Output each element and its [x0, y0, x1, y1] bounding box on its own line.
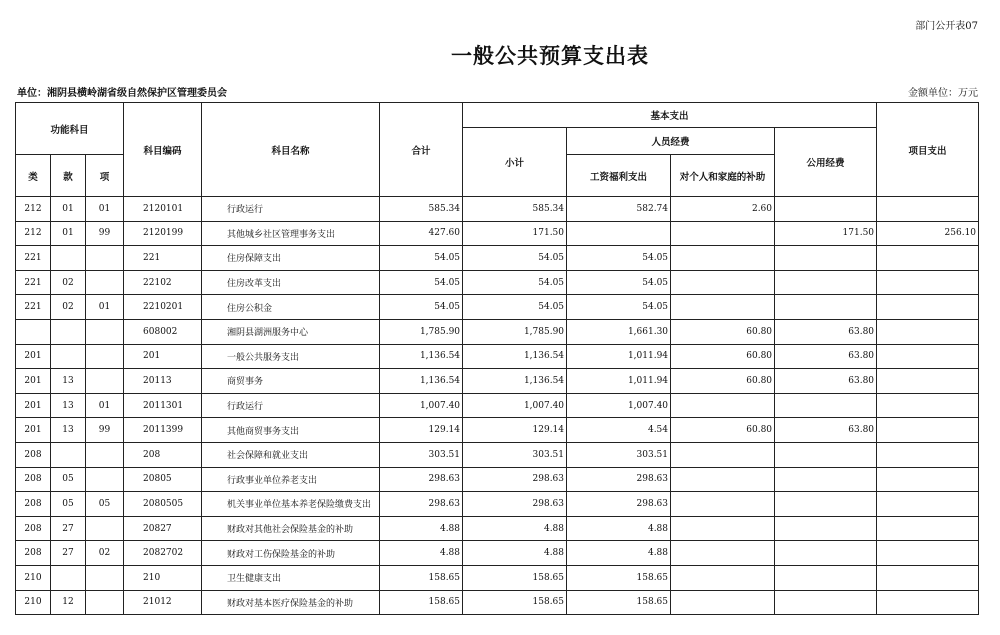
cell-project — [877, 344, 979, 369]
cell-total: 1,136.54 — [380, 344, 463, 369]
cell-wage: 303.51 — [567, 442, 671, 467]
cell-kuan — [51, 442, 86, 467]
cell-lei: 221 — [16, 270, 51, 295]
cell-wage: 4.54 — [567, 418, 671, 443]
cell-kuan — [51, 319, 86, 344]
cell-wage: 298.63 — [567, 492, 671, 517]
cell-xiang: 99 — [86, 221, 124, 246]
cell-wage: 298.63 — [567, 467, 671, 492]
cell-kuan — [51, 344, 86, 369]
cell-subtotal: 171.50 — [463, 221, 567, 246]
header-personnel: 人员经费 — [567, 128, 775, 155]
table-row — [16, 246, 979, 271]
cell-xiang — [86, 344, 124, 369]
cell-public — [775, 590, 877, 615]
cell-code: 21012 — [124, 590, 202, 615]
cell-xiang: 01 — [86, 295, 124, 320]
cell-kuan: 27 — [51, 516, 86, 541]
cell-public: 63.80 — [775, 319, 877, 344]
cell-name: 住房公积金 — [202, 295, 380, 320]
cell-xiang — [86, 516, 124, 541]
cell-public: 63.80 — [775, 418, 877, 443]
cell-code: 210 — [124, 565, 202, 590]
cell-code: 201 — [124, 344, 202, 369]
cell-project — [877, 541, 979, 566]
cell-project — [877, 319, 979, 344]
cell-wage: 54.05 — [567, 246, 671, 271]
cell-lei: 210 — [16, 590, 51, 615]
cell-total: 158.65 — [380, 565, 463, 590]
cell-subsidy: 60.80 — [671, 319, 775, 344]
cell-name: 行政运行 — [202, 393, 380, 418]
cell-total: 1,007.40 — [380, 393, 463, 418]
cell-project — [877, 565, 979, 590]
cell-subtotal: 1,136.54 — [463, 369, 567, 394]
header-project: 项目支出 — [877, 103, 979, 197]
cell-name: 机关事业单位基本养老保险缴费支出 — [202, 492, 380, 517]
header-code: 科目编码 — [124, 103, 202, 197]
cell-subtotal: 1,136.54 — [463, 344, 567, 369]
cell-public — [775, 541, 877, 566]
table-row — [16, 270, 979, 295]
cell-xiang — [86, 319, 124, 344]
cell-total: 298.63 — [380, 467, 463, 492]
cell-wage: 582.74 — [567, 197, 671, 222]
cell-kuan: 27 — [51, 541, 86, 566]
cell-xiang — [86, 590, 124, 615]
cell-subsidy — [671, 590, 775, 615]
cell-xiang — [86, 270, 124, 295]
header-public: 公用经费 — [775, 128, 877, 197]
cell-total: 585.34 — [380, 197, 463, 222]
cell-subtotal: 4.88 — [463, 516, 567, 541]
cell-subtotal: 158.65 — [463, 565, 567, 590]
expenditure-table — [15, 102, 979, 615]
cell-subsidy — [671, 516, 775, 541]
cell-xiang — [86, 246, 124, 271]
cell-code: 2082702 — [124, 541, 202, 566]
cell-subtotal: 298.63 — [463, 467, 567, 492]
cell-xiang: 01 — [86, 393, 124, 418]
cell-xiang: 02 — [86, 541, 124, 566]
cell-code: 20113 — [124, 369, 202, 394]
table-row — [16, 221, 979, 246]
table-row — [16, 565, 979, 590]
cell-public — [775, 393, 877, 418]
cell-name: 一般公共服务支出 — [202, 344, 380, 369]
cell-public — [775, 295, 877, 320]
cell-public — [775, 270, 877, 295]
cell-lei: 210 — [16, 565, 51, 590]
cell-project — [877, 418, 979, 443]
cell-wage: 158.65 — [567, 590, 671, 615]
cell-kuan: 02 — [51, 295, 86, 320]
cell-wage: 54.05 — [567, 270, 671, 295]
cell-name: 商贸事务 — [202, 369, 380, 394]
header-name: 科目名称 — [202, 103, 380, 197]
cell-subsidy — [671, 221, 775, 246]
cell-code: 208 — [124, 442, 202, 467]
cell-public — [775, 442, 877, 467]
table-row — [16, 516, 979, 541]
cell-xiang — [86, 369, 124, 394]
header-total: 合计 — [380, 103, 463, 197]
cell-name: 财政对工伤保险基金的补助 — [202, 541, 380, 566]
cell-subsidy — [671, 246, 775, 271]
cell-name: 卫生健康支出 — [202, 565, 380, 590]
cell-kuan: 13 — [51, 369, 86, 394]
cell-code: 2210201 — [124, 295, 202, 320]
cell-public: 63.80 — [775, 369, 877, 394]
cell-public — [775, 516, 877, 541]
cell-name: 财政对基本医疗保险基金的补助 — [202, 590, 380, 615]
cell-subsidy: 60.80 — [671, 369, 775, 394]
cell-subsidy — [671, 541, 775, 566]
cell-project — [877, 246, 979, 271]
cell-lei: 212 — [16, 221, 51, 246]
cell-project — [877, 369, 979, 394]
table-row — [16, 393, 979, 418]
table-row — [16, 467, 979, 492]
cell-subtotal: 129.14 — [463, 418, 567, 443]
cell-subtotal: 298.63 — [463, 492, 567, 517]
cell-code: 20827 — [124, 516, 202, 541]
cell-total: 303.51 — [380, 442, 463, 467]
cell-subsidy — [671, 393, 775, 418]
cell-name: 财政对其他社会保险基金的补助 — [202, 516, 380, 541]
cell-xiang: 01 — [86, 197, 124, 222]
cell-kuan — [51, 246, 86, 271]
cell-name: 湘阴县湖洲服务中心 — [202, 319, 380, 344]
cell-subtotal: 303.51 — [463, 442, 567, 467]
cell-kuan: 12 — [51, 590, 86, 615]
cell-lei: 208 — [16, 467, 51, 492]
cell-lei: 201 — [16, 369, 51, 394]
cell-lei: 208 — [16, 541, 51, 566]
cell-public — [775, 246, 877, 271]
cell-subtotal: 585.34 — [463, 197, 567, 222]
table-row — [16, 295, 979, 320]
cell-name: 行政事业单位养老支出 — [202, 467, 380, 492]
table-row — [16, 418, 979, 443]
cell-project — [877, 442, 979, 467]
cell-subsidy — [671, 295, 775, 320]
cell-kuan: 05 — [51, 492, 86, 517]
cell-wage: 1,011.94 — [567, 369, 671, 394]
table-row — [16, 369, 979, 394]
cell-kuan: 02 — [51, 270, 86, 295]
table-row — [16, 344, 979, 369]
cell-public — [775, 492, 877, 517]
cell-code: 2011301 — [124, 393, 202, 418]
unit-label: 单位：湘阴县横岭湖省级自然保护区管理委员会 — [17, 88, 227, 99]
cell-total: 1,785.90 — [380, 319, 463, 344]
cell-wage: 54.05 — [567, 295, 671, 320]
cell-subsidy — [671, 492, 775, 517]
money-unit-label: 金额单位：万元 — [908, 88, 978, 99]
cell-kuan: 13 — [51, 393, 86, 418]
table-row — [16, 492, 979, 517]
cell-subtotal: 54.05 — [463, 295, 567, 320]
cell-total: 158.65 — [380, 590, 463, 615]
cell-wage: 158.65 — [567, 565, 671, 590]
cell-project — [877, 492, 979, 517]
cell-public: 171.50 — [775, 221, 877, 246]
cell-xiang: 99 — [86, 418, 124, 443]
cell-name: 其他城乡社区管理事务支出 — [202, 221, 380, 246]
cell-subtotal: 158.65 — [463, 590, 567, 615]
cell-public — [775, 565, 877, 590]
cell-lei: 212 — [16, 197, 51, 222]
cell-total: 54.05 — [380, 246, 463, 271]
cell-xiang: 05 — [86, 492, 124, 517]
cell-subsidy: 60.80 — [671, 418, 775, 443]
table-row — [16, 442, 979, 467]
cell-kuan: 05 — [51, 467, 86, 492]
header-func: 功能科目 — [16, 103, 124, 155]
cell-project — [877, 467, 979, 492]
cell-wage: 1,011.94 — [567, 344, 671, 369]
cell-subsidy — [671, 270, 775, 295]
cell-name: 其他商贸事务支出 — [202, 418, 380, 443]
cell-xiang — [86, 442, 124, 467]
cell-wage — [567, 221, 671, 246]
cell-subtotal: 4.88 — [463, 541, 567, 566]
cell-project — [877, 197, 979, 222]
cell-public — [775, 467, 877, 492]
table-row — [16, 197, 979, 222]
cell-lei: 208 — [16, 516, 51, 541]
cell-lei: 208 — [16, 492, 51, 517]
cell-subtotal: 1,007.40 — [463, 393, 567, 418]
cell-code: 22102 — [124, 270, 202, 295]
cell-subsidy — [671, 565, 775, 590]
cell-wage: 1,661.30 — [567, 319, 671, 344]
cell-code: 2120101 — [124, 197, 202, 222]
cell-subtotal: 54.05 — [463, 270, 567, 295]
header-wage: 工资福利支出 — [567, 155, 671, 197]
table-row — [16, 541, 979, 566]
header-basic: 基本支出 — [463, 103, 877, 128]
header-subsidy: 对个人和家庭的补助 — [671, 155, 775, 197]
cell-kuan — [51, 565, 86, 590]
cell-xiang — [86, 467, 124, 492]
cell-wage: 1,007.40 — [567, 393, 671, 418]
cell-subsidy: 60.80 — [671, 344, 775, 369]
cell-name: 社会保障和就业支出 — [202, 442, 380, 467]
header-lei: 类 — [16, 155, 51, 197]
cell-wage: 4.88 — [567, 516, 671, 541]
cell-kuan: 13 — [51, 418, 86, 443]
cell-lei: 201 — [16, 344, 51, 369]
cell-xiang — [86, 565, 124, 590]
cell-name: 行政运行 — [202, 197, 380, 222]
cell-total: 129.14 — [380, 418, 463, 443]
cell-name: 住房保障支出 — [202, 246, 380, 271]
cell-total: 1,136.54 — [380, 369, 463, 394]
cell-project: 256.10 — [877, 221, 979, 246]
cell-code: 20805 — [124, 467, 202, 492]
cell-code: 608002 — [124, 319, 202, 344]
cell-kuan: 01 — [51, 197, 86, 222]
header-kuan: 款 — [51, 155, 86, 197]
cell-project — [877, 590, 979, 615]
cell-lei: 201 — [16, 393, 51, 418]
cell-name: 住房改革支出 — [202, 270, 380, 295]
header-xiang: 项 — [86, 155, 124, 197]
cell-wage: 4.88 — [567, 541, 671, 566]
cell-total: 54.05 — [380, 295, 463, 320]
cell-public — [775, 197, 877, 222]
cell-project — [877, 516, 979, 541]
cell-lei: 221 — [16, 246, 51, 271]
cell-code: 2120199 — [124, 221, 202, 246]
cell-lei: 221 — [16, 295, 51, 320]
page-title: 一般公共预算支出表 — [451, 43, 649, 68]
table-row — [16, 590, 979, 615]
cell-lei: 201 — [16, 418, 51, 443]
cell-subtotal: 1,785.90 — [463, 319, 567, 344]
table-tag: 部门公开表07 — [915, 21, 978, 32]
cell-lei — [16, 319, 51, 344]
cell-code: 2080505 — [124, 492, 202, 517]
cell-lei: 208 — [16, 442, 51, 467]
cell-code: 221 — [124, 246, 202, 271]
cell-total: 298.63 — [380, 492, 463, 517]
header-subtotal: 小计 — [463, 128, 567, 197]
cell-project — [877, 270, 979, 295]
table-row — [16, 319, 979, 344]
cell-total: 4.88 — [380, 541, 463, 566]
cell-total: 4.88 — [380, 516, 463, 541]
cell-project — [877, 393, 979, 418]
cell-code: 2011399 — [124, 418, 202, 443]
cell-project — [877, 295, 979, 320]
cell-total: 54.05 — [380, 270, 463, 295]
cell-subsidy — [671, 442, 775, 467]
cell-public: 63.80 — [775, 344, 877, 369]
cell-kuan: 01 — [51, 221, 86, 246]
cell-subsidy: 2.60 — [671, 197, 775, 222]
cell-total: 427.60 — [380, 221, 463, 246]
cell-subtotal: 54.05 — [463, 246, 567, 271]
cell-subsidy — [671, 467, 775, 492]
